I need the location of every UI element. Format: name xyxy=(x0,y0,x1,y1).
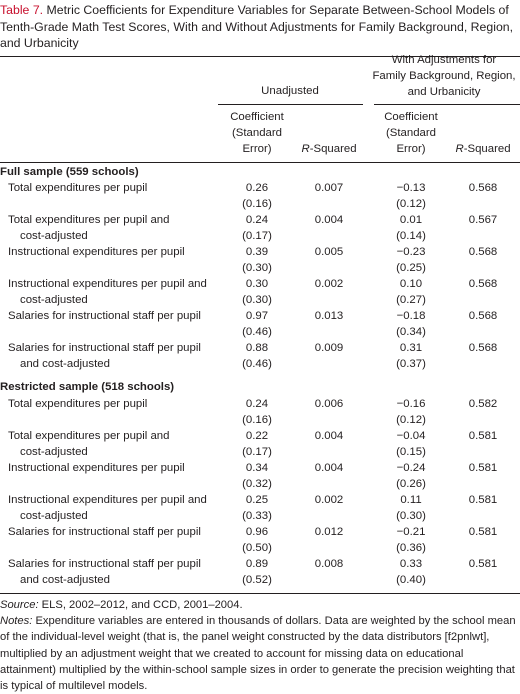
se-unadj: (0.30) xyxy=(242,262,272,274)
r2-unadj: 0.012 xyxy=(314,526,344,538)
row-label: Total expenditures per pupil and xyxy=(8,214,170,226)
se-adj: (0.26) xyxy=(396,478,426,490)
se-unadj: (0.16) xyxy=(242,198,272,210)
se-unadj: (0.50) xyxy=(242,542,272,554)
header-rule xyxy=(0,162,520,163)
coef-unadj: 0.89 xyxy=(245,558,269,570)
table-number: Table 7. xyxy=(0,3,44,17)
row-label: Salaries for instructional staff per pupil xyxy=(8,558,201,570)
se-adj: (0.14) xyxy=(396,230,426,242)
se-adj: (0.40) xyxy=(396,574,426,586)
coef-unadj: 0.39 xyxy=(245,246,269,258)
r2-unadj: 0.002 xyxy=(314,278,344,290)
row-label-cont: cost-adjusted xyxy=(20,510,88,522)
bottom-rule xyxy=(0,593,520,594)
row-label: Instructional expenditures per pupil and xyxy=(8,494,207,506)
coef-unadj: 0.25 xyxy=(245,494,269,506)
r2-unadj: 0.009 xyxy=(314,342,344,354)
se-adj: (0.34) xyxy=(396,326,426,338)
table-title: Metric Coefficients for Expenditure Variables for Separate Between-School Models of Tenth-Grade Math Test Scores, With and Without Adjustments for Family Background, Region, and Urbanicity xyxy=(0,3,514,51)
coef-unadj: 0.30 xyxy=(245,278,269,290)
section-title-restricted: Restricted sample (518 schools) xyxy=(0,381,175,393)
r2-unadj: 0.002 xyxy=(314,494,344,506)
coef-adj: −0.13 xyxy=(396,182,426,194)
coef-adj: 0.10 xyxy=(399,278,423,290)
coef-adj: −0.18 xyxy=(396,310,426,322)
coef-adj: −0.24 xyxy=(396,462,426,474)
header-span-rule-2 xyxy=(374,104,520,105)
row-label: Total expenditures per pupil xyxy=(8,398,148,410)
r2-unadj: 0.013 xyxy=(314,310,344,322)
section-title-full: Full sample (559 schools) xyxy=(0,166,139,178)
table-notes xyxy=(0,597,518,694)
r2-adj: 0.581 xyxy=(468,494,498,506)
row-label: Instructional expenditures per pupil xyxy=(8,462,185,474)
r2-adj: 0.581 xyxy=(468,526,498,538)
se-unadj: (0.30) xyxy=(242,294,272,306)
r2-adj: 0.568 xyxy=(468,310,498,322)
header-coefficient-1: Coefficient (Standard Error) xyxy=(230,111,284,155)
row-label-cont: cost-adjusted xyxy=(20,446,88,458)
r2-unadj: 0.004 xyxy=(314,214,344,226)
row-label: Salaries for instructional staff per pupil xyxy=(8,310,201,322)
coef-unadj: 0.22 xyxy=(245,430,269,442)
r2-unadj: 0.008 xyxy=(314,558,344,570)
coef-adj: −0.16 xyxy=(396,398,426,410)
coef-adj: 0.01 xyxy=(399,214,423,226)
r2-unadj: 0.004 xyxy=(314,462,344,474)
header-r-squared-2: R-Squared xyxy=(455,143,511,155)
se-adj: (0.36) xyxy=(396,542,426,554)
r2-adj: 0.582 xyxy=(468,398,498,410)
r2-adj: 0.567 xyxy=(468,214,498,226)
coef-unadj: 0.34 xyxy=(245,462,269,474)
r2-unadj: 0.004 xyxy=(314,430,344,442)
header-r-squared-1: R-Squared xyxy=(301,143,357,155)
se-unadj: (0.16) xyxy=(242,414,272,426)
coef-unadj: 0.24 xyxy=(245,214,269,226)
coef-adj: 0.31 xyxy=(399,342,423,354)
se-unadj: (0.17) xyxy=(242,446,272,458)
se-unadj: (0.17) xyxy=(242,230,272,242)
se-unadj: (0.46) xyxy=(242,326,272,338)
se-adj: (0.12) xyxy=(396,198,426,210)
r2-adj: 0.568 xyxy=(468,246,498,258)
row-label: Salaries for instructional staff per pupil xyxy=(8,342,201,354)
source-note: Source: ELS, 2002–2012, and CCD, 2001–2004. xyxy=(0,599,243,611)
row-label-cont: and cost-adjusted xyxy=(20,574,110,586)
se-adj: (0.27) xyxy=(396,294,426,306)
coef-unadj: 0.96 xyxy=(245,526,269,538)
coef-adj: 0.33 xyxy=(399,558,423,570)
se-unadj: (0.46) xyxy=(242,358,272,370)
row-label: Total expenditures per pupil xyxy=(8,182,148,194)
row-label-cont: cost-adjusted xyxy=(20,230,88,242)
r2-unadj: 0.006 xyxy=(314,398,344,410)
header-span-rule-1 xyxy=(218,104,363,105)
se-adj: (0.15) xyxy=(396,446,426,458)
coef-adj: 0.11 xyxy=(400,494,422,506)
se-adj: (0.30) xyxy=(396,510,426,522)
row-label: Instructional expenditures per pupil and xyxy=(8,278,207,290)
se-adj: (0.25) xyxy=(396,262,426,274)
r2-unadj: 0.005 xyxy=(314,246,344,258)
r2-adj: 0.581 xyxy=(468,558,498,570)
r2-adj: 0.581 xyxy=(468,462,498,474)
r2-unadj: 0.007 xyxy=(314,182,344,194)
se-adj: (0.37) xyxy=(396,358,426,370)
r2-adj: 0.568 xyxy=(468,278,498,290)
se-unadj: (0.52) xyxy=(242,574,272,586)
table-caption xyxy=(0,2,516,52)
coef-adj: −0.21 xyxy=(396,526,426,538)
coef-adj: −0.23 xyxy=(396,246,426,258)
coef-unadj: 0.97 xyxy=(245,310,269,322)
header-coefficient-2: Coefficient (Standard Error) xyxy=(384,111,438,155)
se-unadj: (0.33) xyxy=(242,510,272,522)
coef-unadj: 0.26 xyxy=(245,182,269,194)
se-adj: (0.12) xyxy=(396,414,426,426)
row-label-cont: and cost-adjusted xyxy=(20,358,110,370)
se-unadj: (0.32) xyxy=(242,478,272,490)
coef-unadj: 0.88 xyxy=(245,342,269,354)
coef-unadj: 0.24 xyxy=(245,398,269,410)
notes-text: Notes: Expenditure variables are entered in thousands of dollars. Data are weighted by the school mean of the individual-level weight (that is, the panel weight constructed by the data distributors [f2pnlwt], multiplied by an adjustment weight that we created to account for missing data on educational attainment) multiplied by the within-school sample sizes in order to generate the precision weighting that is typical of multilevel models. xyxy=(0,615,516,693)
row-label: Total expenditures per pupil and xyxy=(8,430,170,442)
coef-adj: −0.04 xyxy=(396,430,426,442)
r2-adj: 0.568 xyxy=(468,182,498,194)
header-adjusted: With Adjustments for Family Background, Region, and Urbanicity xyxy=(372,54,516,98)
row-label-cont: cost-adjusted xyxy=(20,294,88,306)
r2-adj: 0.568 xyxy=(468,342,498,354)
row-label: Salaries for instructional staff per pupil xyxy=(8,526,201,538)
header-unadjusted: Unadjusted xyxy=(261,85,319,97)
r2-adj: 0.581 xyxy=(468,430,498,442)
row-label: Instructional expenditures per pupil xyxy=(8,246,185,258)
